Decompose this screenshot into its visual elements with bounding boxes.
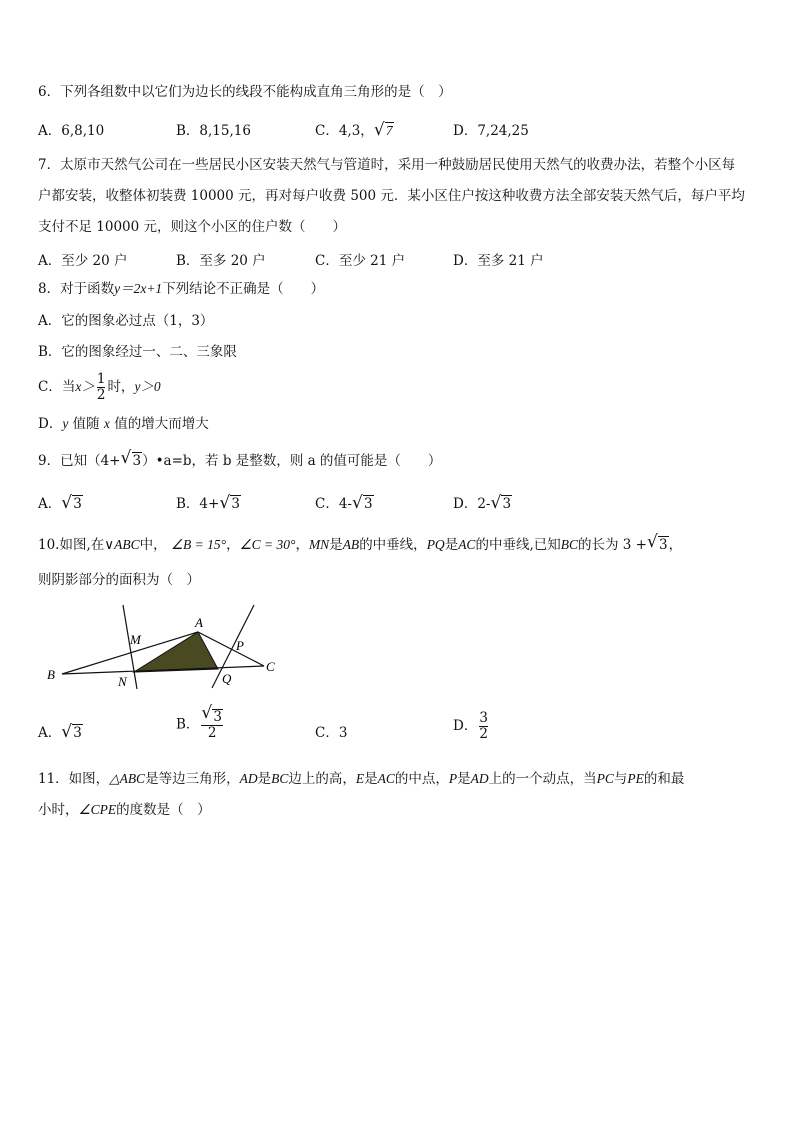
sqrt-symbol: √ 7 — [373, 120, 393, 140]
q10-ac: AC — [458, 537, 476, 552]
q11-text: 是 — [257, 771, 272, 787]
q10-shaded-triangle — [134, 632, 218, 672]
q10-option-a-radicand: 3 — [73, 725, 82, 741]
q11-bc: BC — [271, 771, 289, 786]
q11-pe: PE — [627, 771, 644, 786]
q11-ac: AC — [377, 771, 395, 786]
q10-text: 的长为 3 + — [578, 537, 647, 553]
q9-option-a — [38, 492, 83, 512]
q10-text: ， — [295, 537, 309, 553]
q10-bc-radicand: 3 — [659, 537, 668, 553]
q6-option-c — [315, 119, 394, 139]
q9-option-b-prefix: B．4+ — [176, 496, 220, 512]
q10-text: 是 — [444, 537, 459, 553]
q9-option-c-radicand: 3 — [363, 496, 373, 512]
q9-option-c — [315, 492, 374, 512]
q11-p: P — [448, 771, 458, 786]
q7-stem-line2: 户都安装，收整体初装费 10000 元，再对每户收费 500 元．某小区住户按这种收费方法全部安装天然气后，每户平均 — [38, 188, 745, 204]
q8-option-a: A．它的图象必过点（1，3） — [38, 313, 214, 329]
q9-option-b — [176, 492, 241, 512]
q7-option-a: A．至少 20 户 — [38, 253, 128, 269]
q10-label-m: M — [130, 632, 141, 647]
q11-text: 11．如图， — [38, 771, 110, 787]
q11-ad: AD — [470, 771, 489, 786]
q11-text: 的度数是（ ） — [116, 802, 211, 818]
q8-stem-suffix: 下列结论不正确是（ ） — [162, 281, 325, 297]
q8-option-c-mid: 时， — [107, 379, 135, 395]
q8-option-d-prefix: D． — [38, 416, 63, 432]
q9-option-a-prefix: A． — [38, 496, 62, 512]
q7-option-c: C．至少 21 户 — [315, 253, 406, 269]
q9-stem-prefix: 9．已知（4+ — [38, 453, 121, 469]
sqrt-symbol: √ 3 — [490, 493, 512, 513]
q10-angle-c: ∠C = 30° — [239, 537, 296, 552]
q9-option-a-radicand: 3 — [73, 496, 82, 512]
q10-label-b: B — [47, 667, 55, 682]
q10-label-a: A — [195, 615, 203, 630]
q8-option-c-x: x＞ — [75, 379, 95, 394]
q8-option-b: B．它的图象经过一、二、三象限 — [38, 344, 237, 360]
q8-option-d-text1: 值随 — [72, 416, 100, 432]
q11-text: 边上的高， — [288, 771, 356, 787]
q10-option-a-prefix: A． — [38, 725, 62, 741]
sqrt-symbol: √ 3 — [61, 493, 82, 513]
q10-option-b — [176, 703, 225, 741]
q11-triangle: △ABC — [109, 771, 146, 786]
q7-option-d: D．至多 21 户 — [453, 253, 544, 269]
q10-label-n: N — [118, 674, 127, 689]
q9-stem-suffix: ）•a=b，若 b 是整数，则 a 的值可能是（ ） — [142, 453, 442, 469]
q10-line-pq — [212, 605, 254, 688]
q11-stem-line2 — [38, 800, 758, 820]
q10-option-d — [453, 711, 490, 742]
q10-text: 是 — [329, 537, 343, 553]
q10-text: 的中垂线， — [359, 537, 427, 553]
q9-option-c-prefix: C．4- — [315, 496, 352, 512]
q11-text: 与 — [613, 771, 628, 787]
q10-option-b-radicand: 3 — [213, 709, 223, 725]
fraction-denominator: 2 — [479, 726, 488, 742]
sqrt-symbol: √ 3 — [201, 703, 223, 725]
q6-option-c-radicand: 7 — [385, 123, 393, 138]
q10-figure — [40, 600, 290, 692]
q10-text: 中， — [139, 537, 167, 553]
q10-angle-b: ∠B = 15° — [170, 537, 227, 552]
fraction — [479, 711, 488, 742]
q8-stem — [38, 279, 758, 299]
q6-option-b: B．8,15,16 — [176, 123, 251, 139]
q10-bc: BC — [560, 537, 579, 552]
q9-option-d-prefix: D．2- — [453, 496, 491, 512]
fraction-denominator: 2 — [207, 725, 217, 741]
sqrt-symbol: √ 3 — [120, 448, 142, 469]
q8-stem-prefix: 8．对于函数 — [38, 281, 115, 297]
q7-stem-line3: 支付不足 10000 元，则这个小区的住户数（ ） — [38, 219, 347, 235]
q9-option-d — [453, 492, 512, 512]
q8-option-c — [38, 372, 758, 403]
q6-option-a: A．6,8,10 — [38, 123, 105, 139]
fraction-numerator: 1 — [96, 371, 106, 387]
q11-pc: PC — [596, 771, 614, 786]
q6-option-d: D．7,24,25 — [453, 123, 529, 139]
q7-stem-line1: 7．太原市天然气公司在一些居民小区安装天然气与管道时，采用一种鼓励居民使用天然气的收费办法，若整个小区每 — [38, 157, 736, 173]
sqrt-symbol: √ 3 — [219, 493, 240, 513]
q11-text: 是 — [457, 771, 471, 787]
q9-stem — [38, 448, 758, 471]
q10-label-c: C — [266, 659, 275, 674]
q6-stem: 6．下列各组数中以它们为边长的线段不能构成直角三角形的是（ ） — [38, 84, 452, 100]
q10-option-c: C．3 — [315, 725, 348, 741]
q11-e: E — [355, 771, 365, 786]
q8-option-d-y: y — [62, 416, 69, 431]
q11-angle-cpe: ∠CPE — [78, 802, 117, 817]
q11-text: 的中点， — [394, 771, 449, 787]
q6-option-c-prefix: C．4,3， — [315, 123, 374, 139]
q8-option-d-text2: 值的增大而增大 — [114, 416, 209, 432]
q10-label-p: P — [236, 638, 244, 653]
q8-option-d-x: x — [103, 416, 110, 431]
q11-text: 的和最 — [643, 771, 685, 787]
q8-function: y＝2x+1 — [114, 281, 163, 296]
fraction-numerator: 3 — [479, 710, 488, 726]
q8-option-d — [38, 414, 758, 434]
q10-ab: AB — [342, 537, 360, 552]
fraction-denominator: 2 — [96, 387, 106, 403]
q10-option-b-prefix: B． — [176, 716, 200, 733]
q10-label-q: Q — [222, 671, 232, 686]
q10-option-d-prefix: D． — [453, 718, 478, 734]
q9-option-b-radicand: 3 — [231, 496, 240, 512]
q11-text: 上的一个动点，当 — [488, 771, 597, 787]
q11-ad: AD — [239, 771, 258, 786]
q7-option-b: B．至多 20 户 — [176, 253, 266, 269]
q10-stem-line1: 10.如图,在∨ABC中， ∠B = 15°，∠C = 30°，MN是AB的中垂线，PQ是AC的中垂线,已知BC的长为 3 + √ 3， — [38, 532, 683, 553]
q10-text: 的中垂线,已知 — [475, 537, 561, 553]
q8-option-c-y: y＞0 — [134, 379, 161, 394]
q10-pq: PQ — [426, 537, 445, 552]
q9-radicand: 3 — [132, 453, 142, 469]
q11-stem-line1 — [38, 769, 768, 789]
sqrt-symbol: √ 3 — [351, 493, 373, 513]
q10-stem-line2: 则阴影部分的面积为（ ） — [38, 572, 200, 588]
sqrt-symbol: √ 3 — [647, 532, 668, 553]
q11-text: 是等边三角形， — [145, 771, 240, 787]
q10-triangle-abc: ABC — [114, 537, 140, 552]
q10-text: 10.如图,在∨ — [38, 537, 115, 553]
q8-option-c-prefix: C．当 — [38, 379, 76, 395]
q10-mn: MN — [308, 537, 330, 552]
q11-text: 小时， — [38, 802, 79, 818]
q10-option-a — [38, 721, 83, 741]
q10-text: ， — [668, 537, 683, 553]
q11-text: 是 — [364, 771, 378, 787]
fraction — [201, 703, 223, 741]
fraction — [97, 372, 106, 403]
q9-option-d-radicand: 3 — [502, 496, 512, 512]
sqrt-symbol: √ 3 — [61, 722, 82, 742]
